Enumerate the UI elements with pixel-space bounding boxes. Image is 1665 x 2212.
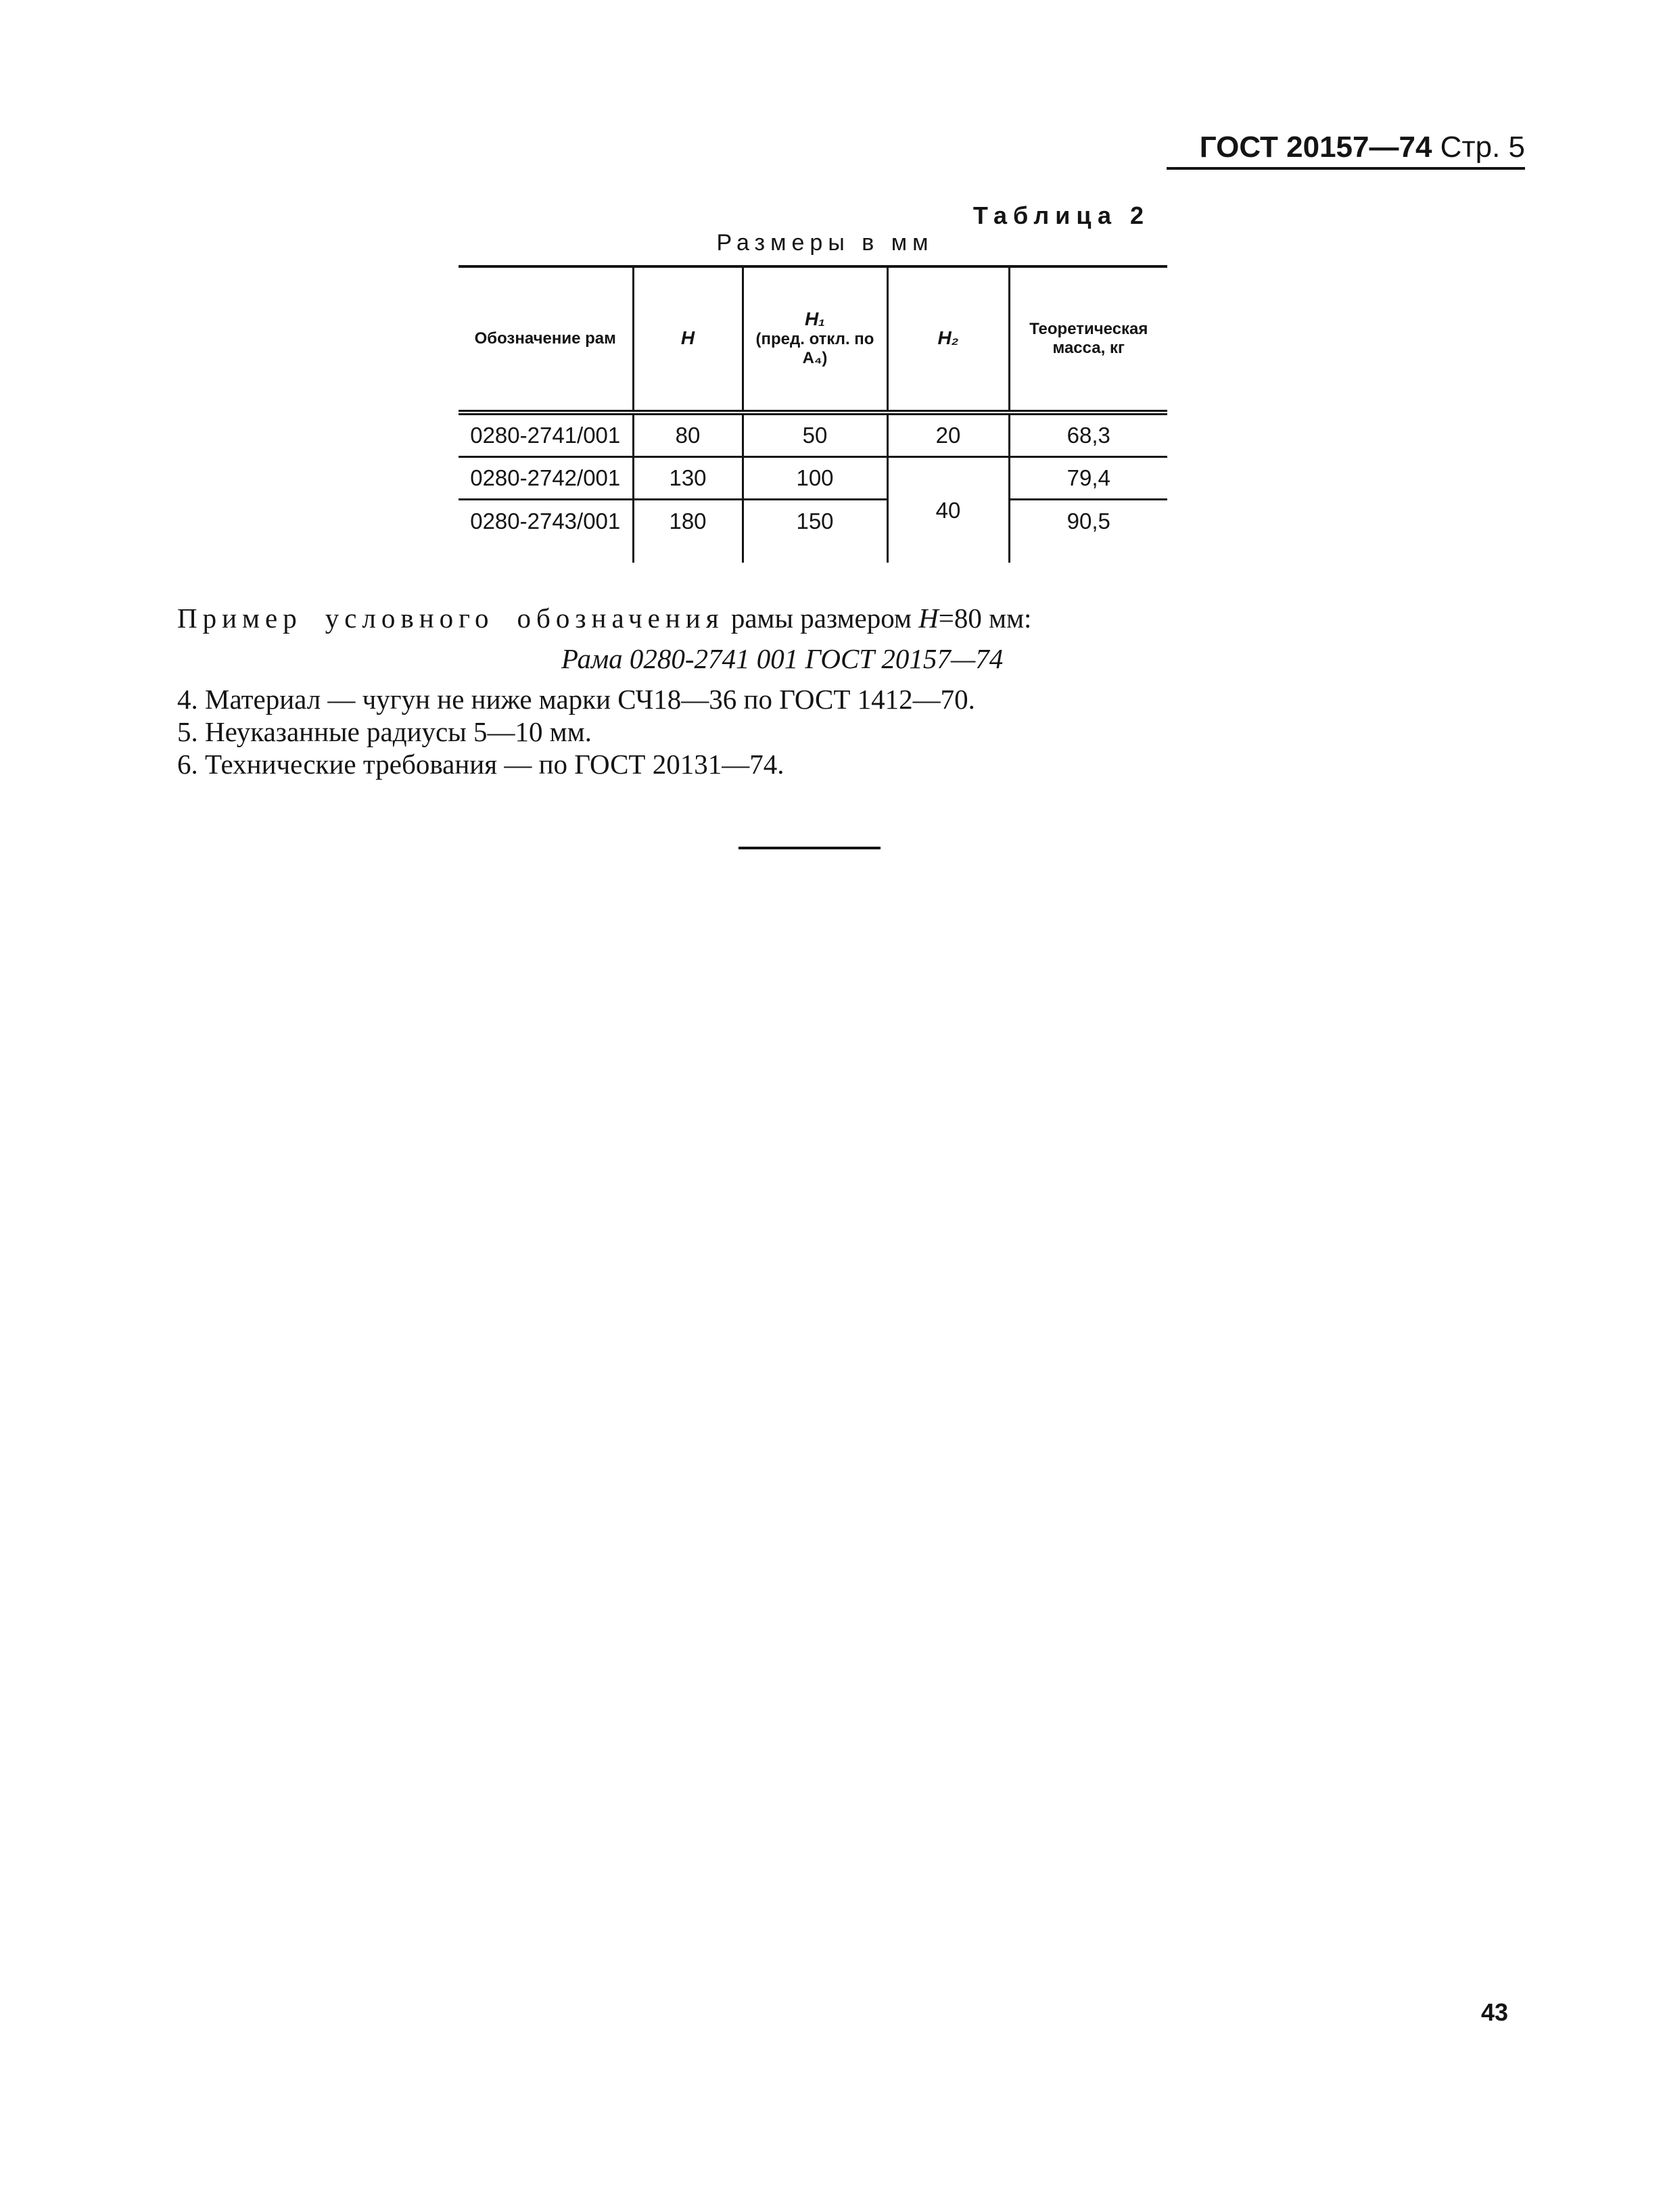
cell-h: 80 [633,413,743,457]
col-header-mass [1009,266,1167,413]
note-item: 4. Материал — чугун не ниже марки СЧ18—36 по ГОСТ 1412—70. [177,684,975,715]
cell-designation: 0280-2743/001 [470,509,621,534]
cell-h2-merged: 40 [887,457,1009,563]
note-item: 5. Неуказанные радиусы 5—10 мм. [177,716,592,747]
page-number: 43 [1480,1998,1508,2026]
cell-h1: 150 [743,500,887,563]
page-label: Стр. 5 [1440,131,1525,164]
cell-h: 180 [633,500,743,563]
col-header-h1-symbol: H₁ [804,308,826,329]
col-header-h1-note: (пред. откл. по A₄) [755,330,874,367]
col-header-h2 [887,266,1009,413]
example-value: =80 мм: [938,603,1032,634]
page-header [1167,128,1525,166]
table-header-row [459,266,1167,413]
header-rule [1167,167,1525,170]
designation-example [177,601,1031,636]
cell-h1: 100 [743,457,887,500]
col-header-h1 [743,266,887,413]
end-rule [738,847,881,849]
example-rest: рамы размером [730,603,912,634]
col-header-h2-symbol: H₂ [937,327,959,348]
cell-h: 130 [633,457,743,500]
cell-mass: 79,4 [1009,457,1167,500]
example-word-2: условного [325,603,494,634]
col-header-h-symbol: H [680,327,695,348]
standard-number: ГОСТ 20157—74 [1199,131,1432,164]
cell-h1: 50 [743,413,887,457]
table-row [459,413,1167,457]
col-header-h [633,266,743,413]
notes-list [177,683,975,780]
cell-designation: 0280-2742/001 [459,457,633,500]
example-word-3: обозначения [517,603,724,634]
cell-designation: 0280-2741/001 [459,413,633,457]
example-variable: H [918,603,939,634]
dimensions-table [459,265,1167,563]
cell-mass: 90,5 [1009,500,1167,563]
col-header-mass-text: Теоретическая масса, кг [1029,320,1148,357]
table-row [459,500,1167,563]
col-header-designation: Обозначение рам [459,266,633,413]
cell-h2: 20 [887,413,1009,457]
designation-example-text: Рама 0280-2741 001 ГОСТ 20157—74 [561,643,1004,674]
note-item: 6. Технические требования — по ГОСТ 20131—74. [177,749,784,780]
cell-mass: 68,3 [1009,413,1167,457]
example-word-1: Пример [177,603,302,634]
table-title: Таблица 2 [972,202,1150,229]
table-row [459,457,1167,500]
table-units: Размеры в мм [716,230,934,256]
